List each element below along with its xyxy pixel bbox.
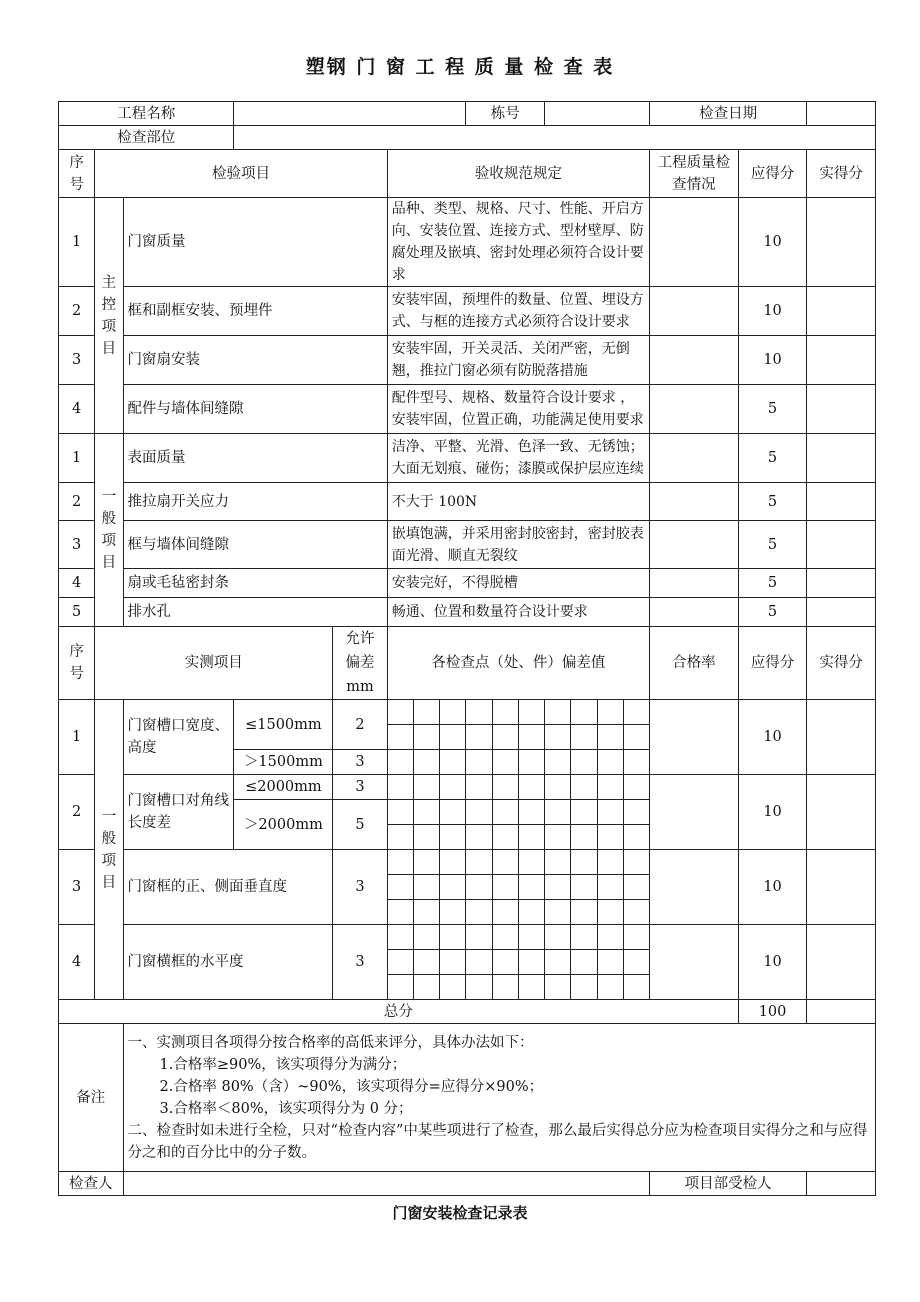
item-header: 检验项目: [95, 150, 387, 198]
measured-item-tolerance: 2: [333, 700, 387, 750]
measured-item-condition: ≤2000mm: [234, 775, 333, 800]
seq-header: 序号: [59, 150, 95, 198]
deviation-cell[interactable]: [466, 900, 492, 925]
deviation-cell[interactable]: [492, 925, 518, 950]
deviation-cell[interactable]: [492, 875, 518, 900]
deviation-cell[interactable]: [413, 900, 439, 925]
deviation-cell[interactable]: [518, 900, 544, 925]
deviation-cell[interactable]: [466, 700, 492, 725]
measured-item-name: 门窗框的正、侧面垂直度: [123, 850, 333, 925]
deviation-cell[interactable]: [518, 950, 544, 975]
main-item-score: 10: [738, 287, 807, 336]
main-group-label: 主控项目: [95, 198, 123, 434]
check-date-field[interactable]: [807, 102, 876, 126]
main-item-seq: 2: [59, 287, 95, 336]
general-item-spec: 洁净、平整、光滑、色泽一致、无锈蚀；大面无划痕、碰伤；漆膜或保护层应连续: [387, 434, 649, 483]
actual-score-header-2: 实得分: [807, 627, 876, 700]
total-label: 总分: [59, 1000, 739, 1024]
deviation-cell[interactable]: [387, 950, 413, 975]
deviation-cell[interactable]: [387, 900, 413, 925]
main-item-spec: 配件型号、规格、数量符合设计要求 ，安装牢固，位置正确，功能满足使用要求: [387, 385, 649, 434]
project-name-field[interactable]: [234, 102, 466, 126]
deviation-cell[interactable]: [623, 825, 649, 850]
general-item-actual[interactable]: [807, 434, 876, 483]
total-actual[interactable]: [807, 1000, 876, 1024]
general-item-quality[interactable]: [650, 483, 739, 521]
deviation-cell[interactable]: [518, 875, 544, 900]
deviation-cell[interactable]: [466, 850, 492, 875]
deviation-cell[interactable]: [466, 775, 492, 800]
deviation-cell[interactable]: [623, 900, 649, 925]
general-item-quality[interactable]: [650, 569, 739, 598]
measured-item-score: 10: [738, 775, 807, 850]
due-score-header: 应得分: [738, 150, 807, 198]
deviation-cell[interactable]: [597, 750, 623, 775]
deviation-cell[interactable]: [492, 850, 518, 875]
deviation-cell[interactable]: [597, 875, 623, 900]
measured-item-condition: ≤1500mm: [234, 700, 333, 750]
deviation-cell[interactable]: [518, 725, 544, 750]
deviation-cell[interactable]: [413, 725, 439, 750]
measured-item-actual[interactable]: [807, 775, 876, 850]
due-score-header-2: 应得分: [738, 627, 807, 700]
main-item-quality[interactable]: [650, 385, 739, 434]
deviation-cell[interactable]: [492, 825, 518, 850]
main-item-score: 10: [738, 336, 807, 385]
deviation-cell[interactable]: [492, 775, 518, 800]
main-item-score: 5: [738, 385, 807, 434]
measured-item-tolerance: 3: [333, 925, 387, 1000]
deviation-cell[interactable]: [440, 800, 466, 825]
deviation-cell[interactable]: [545, 900, 571, 925]
deviation-cell[interactable]: [466, 950, 492, 975]
main-item-name: 门窗扇安装: [123, 336, 387, 385]
note-line: 2.合格率 80%（含）~90%，该实项得分=应得分×90%；: [159, 1078, 544, 1095]
general-item-name: 推拉扇开关应力: [123, 483, 387, 521]
measured-item-name: 门窗槽口对角线长度差: [123, 775, 234, 850]
main-item-quality[interactable]: [650, 287, 739, 336]
deviation-cell[interactable]: [571, 800, 597, 825]
deviation-cell[interactable]: [571, 875, 597, 900]
main-item-spec: 安装牢固，预埋件的数量、位置、埋设方式、与框的连接方式必须符合设计要求: [387, 287, 649, 336]
deviation-cell[interactable]: [597, 800, 623, 825]
deviation-cell[interactable]: [440, 850, 466, 875]
measured-item-score: 10: [738, 850, 807, 925]
measured-item-tolerance: 5: [333, 800, 387, 850]
general-item-quality[interactable]: [650, 521, 739, 569]
general-item-name: 表面质量: [123, 434, 387, 483]
main-item-spec: 品种、类型、规格、尺寸、性能、开启方向、安装位置、连接方式、型材壁厚、防腐处理及嵌填、密封处理必须符合设计要求: [387, 198, 649, 287]
general-item-score: 5: [738, 483, 807, 521]
main-item-quality[interactable]: [650, 198, 739, 287]
general-item-name: 框与墙体间缝隙: [123, 521, 387, 569]
main-item-actual[interactable]: [807, 385, 876, 434]
deviation-cell[interactable]: [623, 950, 649, 975]
deviation-cell[interactable]: [492, 700, 518, 725]
deviation-cell[interactable]: [466, 875, 492, 900]
deviation-cell[interactable]: [518, 850, 544, 875]
deviation-cell[interactable]: [571, 825, 597, 850]
quality-header: 工程质量检查情况: [650, 150, 739, 198]
next-form-title: 门窗安装检查记录表: [392, 1204, 528, 1222]
receiver-label: 项目部受检人: [650, 1172, 807, 1196]
pass-rate-cell[interactable]: [650, 925, 739, 1000]
deviation-cell[interactable]: [623, 800, 649, 825]
deviation-cell[interactable]: [492, 950, 518, 975]
deviation-cell[interactable]: [571, 975, 597, 1000]
deviation-cell[interactable]: [440, 825, 466, 850]
project-name-label: 工程名称: [59, 102, 234, 126]
deviation-cell[interactable]: [440, 725, 466, 750]
measured-item-actual[interactable]: [807, 850, 876, 925]
page-title: 塑钢 门 窗 工 程 质 量 检 查 表: [305, 56, 615, 78]
measured-item-name: 门窗槽口宽度、高度: [123, 700, 234, 775]
measured-group-label: 一般项目: [95, 700, 123, 1000]
deviation-cell[interactable]: [623, 750, 649, 775]
deviation-cell[interactable]: [466, 750, 492, 775]
check-date-label: 检查日期: [650, 102, 807, 126]
measured-item-seq: 2: [59, 775, 95, 850]
actual-score-header: 实得分: [807, 150, 876, 198]
deviation-cell[interactable]: [545, 725, 571, 750]
general-item-quality[interactable]: [650, 434, 739, 483]
deviation-cell[interactable]: [492, 725, 518, 750]
deviation-cell[interactable]: [623, 975, 649, 1000]
general-item-spec: 畅通、位置和数量符合设计要求: [387, 598, 649, 627]
total-score: 100: [738, 1000, 807, 1024]
deviation-cell[interactable]: [545, 800, 571, 825]
pass-rate-header: 合格率: [650, 627, 739, 700]
deviation-cell[interactable]: [440, 750, 466, 775]
main-item-seq: 1: [59, 198, 95, 287]
measured-item-tolerance: 3: [333, 850, 387, 925]
general-item-actual[interactable]: [807, 521, 876, 569]
main-item-score: 10: [738, 198, 807, 287]
deviation-cell[interactable]: [571, 700, 597, 725]
deviation-cell[interactable]: [492, 900, 518, 925]
deviation-cell[interactable]: [413, 750, 439, 775]
deviation-cell[interactable]: [413, 850, 439, 875]
deviation-cell[interactable]: [440, 925, 466, 950]
deviation-cell[interactable]: [492, 750, 518, 775]
inspection-table: [58, 101, 876, 1196]
deviation-cell[interactable]: [518, 750, 544, 775]
deviation-cell[interactable]: [545, 950, 571, 975]
building-no-label: 栋号: [466, 102, 545, 126]
deviation-cell[interactable]: [597, 950, 623, 975]
building-no-field[interactable]: [545, 102, 650, 126]
deviation-cell[interactable]: [545, 875, 571, 900]
general-group-label: 一般项目: [95, 434, 123, 627]
pass-rate-cell[interactable]: [650, 700, 739, 775]
main-item-actual[interactable]: [807, 198, 876, 287]
general-item-actual[interactable]: [807, 598, 876, 627]
receiver-field[interactable]: [807, 1172, 876, 1196]
deviation-cell[interactable]: [440, 875, 466, 900]
deviation-cell[interactable]: [597, 725, 623, 750]
deviation-cell[interactable]: [466, 975, 492, 1000]
deviation-cell[interactable]: [623, 775, 649, 800]
general-item-quality[interactable]: [650, 598, 739, 627]
deviation-cell[interactable]: [571, 775, 597, 800]
deviation-cell[interactable]: [387, 750, 413, 775]
deviation-cell[interactable]: [571, 750, 597, 775]
inspector-field[interactable]: [123, 1172, 649, 1196]
deviation-cell[interactable]: [545, 825, 571, 850]
general-item-seq: 1: [59, 434, 95, 483]
deviation-cell[interactable]: [466, 825, 492, 850]
general-item-name: 排水孔: [123, 598, 387, 627]
measured-item-score: 10: [738, 700, 807, 775]
deviation-cell[interactable]: [545, 775, 571, 800]
deviation-cell[interactable]: [440, 700, 466, 725]
deviation-cell[interactable]: [545, 750, 571, 775]
deviation-cell[interactable]: [518, 975, 544, 1000]
deviation-cell[interactable]: [413, 950, 439, 975]
general-item-spec: 嵌填饱满，并采用密封胶密封，密封胶表面光滑、顺直无裂纹: [387, 521, 649, 569]
main-item-seq: 4: [59, 385, 95, 434]
pass-rate-cell[interactable]: [650, 775, 739, 850]
general-item-actual[interactable]: [807, 569, 876, 598]
deviation-cell[interactable]: [413, 975, 439, 1000]
deviation-cell[interactable]: [492, 975, 518, 1000]
deviation-cell[interactable]: [387, 700, 413, 725]
deviation-cell[interactable]: [466, 725, 492, 750]
main-item-actual[interactable]: [807, 287, 876, 336]
deviation-cell[interactable]: [545, 975, 571, 1000]
general-item-name: 扇或毛毡密封条: [123, 569, 387, 598]
deviation-cell[interactable]: [387, 725, 413, 750]
main-item-spec: 安装牢固，开关灵活、关闭严密，无倒翘，推拉门窗必须有防脱落措施: [387, 336, 649, 385]
measured-item-seq: 1: [59, 700, 95, 775]
deviation-cell[interactable]: [518, 700, 544, 725]
deviation-cell[interactable]: [440, 900, 466, 925]
deviation-cell[interactable]: [518, 825, 544, 850]
deviation-cell[interactable]: [623, 700, 649, 725]
main-item-name: 框和副框安装、预埋件: [123, 287, 387, 336]
deviation-cell[interactable]: [597, 700, 623, 725]
deviation-cell[interactable]: [387, 775, 413, 800]
general-item-score: 5: [738, 598, 807, 627]
main-item-quality[interactable]: [650, 336, 739, 385]
deviation-cell[interactable]: [623, 875, 649, 900]
spec-header: 验收规范规定: [387, 150, 649, 198]
deviation-cell[interactable]: [413, 800, 439, 825]
deviation-cell[interactable]: [597, 925, 623, 950]
notes-label: 备注: [59, 1024, 124, 1172]
deviation-cell[interactable]: [518, 925, 544, 950]
general-item-score: 5: [738, 569, 807, 598]
deviation-cell[interactable]: [387, 925, 413, 950]
check-part-label: 检查部位: [59, 126, 234, 150]
general-item-spec: 不大于 100N: [387, 483, 649, 521]
measured-item-score: 10: [738, 925, 807, 1000]
deviation-cell[interactable]: [545, 700, 571, 725]
deviation-cell[interactable]: [466, 925, 492, 950]
deviation-cell[interactable]: [571, 850, 597, 875]
deviation-cell[interactable]: [597, 850, 623, 875]
check-part-field[interactable]: [234, 126, 876, 150]
deviation-cell[interactable]: [623, 925, 649, 950]
main-item-seq: 3: [59, 336, 95, 385]
general-item-score: 5: [738, 521, 807, 569]
general-item-seq: 3: [59, 521, 95, 569]
deviation-cell[interactable]: [518, 800, 544, 825]
general-item-seq: 5: [59, 598, 95, 627]
deviation-cell[interactable]: [440, 950, 466, 975]
measured-item-name: 门窗横框的水平度: [123, 925, 333, 1000]
tolerance-header: 允许偏差mm: [333, 627, 387, 700]
general-item-score: 5: [738, 434, 807, 483]
deviation-cell[interactable]: [545, 925, 571, 950]
deviation-cell[interactable]: [597, 825, 623, 850]
deviation-cell[interactable]: [440, 775, 466, 800]
measured-item-tolerance: 3: [333, 775, 387, 800]
note-line: 一、实测项目各项得分按合格率的高低来评分，具体办法如下：: [127, 1034, 534, 1051]
deviation-header: 各检查点（处、件）偏差值: [387, 627, 649, 700]
deviation-cell[interactable]: [413, 825, 439, 850]
general-item-actual[interactable]: [807, 483, 876, 521]
main-item-name: 配件与墙体间缝隙: [123, 385, 387, 434]
pass-rate-cell[interactable]: [650, 850, 739, 925]
measured-item-condition: ＞2000mm: [234, 800, 333, 850]
inspector-label: 检查人: [59, 1172, 124, 1196]
deviation-cell[interactable]: [623, 850, 649, 875]
deviation-cell[interactable]: [387, 850, 413, 875]
main-item-name: 门窗质量: [123, 198, 387, 287]
note-line: 3.合格率＜80%，该实项得分为 0 分；: [159, 1100, 413, 1117]
measured-item-header: 实测项目: [95, 627, 333, 700]
deviation-cell[interactable]: [545, 850, 571, 875]
deviation-cell[interactable]: [387, 825, 413, 850]
deviation-cell[interactable]: [387, 800, 413, 825]
deviation-cell[interactable]: [413, 775, 439, 800]
deviation-cell[interactable]: [413, 925, 439, 950]
deviation-cell[interactable]: [597, 775, 623, 800]
main-item-actual[interactable]: [807, 336, 876, 385]
general-item-seq: 2: [59, 483, 95, 521]
deviation-cell[interactable]: [571, 925, 597, 950]
measured-item-tolerance: 3: [333, 750, 387, 775]
deviation-cell[interactable]: [387, 875, 413, 900]
measured-item-actual[interactable]: [807, 925, 876, 1000]
measured-item-condition: ＞1500mm: [234, 750, 333, 775]
deviation-cell[interactable]: [623, 725, 649, 750]
deviation-cell[interactable]: [440, 975, 466, 1000]
deviation-cell[interactable]: [597, 975, 623, 1000]
deviation-cell[interactable]: [492, 800, 518, 825]
deviation-cell[interactable]: [571, 950, 597, 975]
measured-item-seq: 4: [59, 925, 95, 1000]
general-item-spec: 安装完好，不得脱槽: [387, 569, 649, 598]
deviation-cell[interactable]: [518, 775, 544, 800]
notes-content: [123, 1024, 875, 1172]
measured-item-actual[interactable]: [807, 700, 876, 775]
measured-item-seq: 3: [59, 850, 95, 925]
deviation-cell[interactable]: [571, 900, 597, 925]
note-line: 1.合格率≥90%，该实项得分为满分；: [159, 1056, 407, 1073]
deviation-cell[interactable]: [571, 725, 597, 750]
general-item-seq: 4: [59, 569, 95, 598]
deviation-cell[interactable]: [466, 800, 492, 825]
deviation-cell[interactable]: [597, 900, 623, 925]
seq-header-2: 序号: [59, 627, 95, 700]
deviation-cell[interactable]: [413, 700, 439, 725]
deviation-cell[interactable]: [387, 975, 413, 1000]
note-line: 二、检查时如未进行全检，只对“检查内容”中某些项进行了检查，那么最后实得总分应为检查项目实得分之和与应得分之和的百分比中的分子数。: [127, 1122, 868, 1161]
deviation-cell[interactable]: [413, 875, 439, 900]
